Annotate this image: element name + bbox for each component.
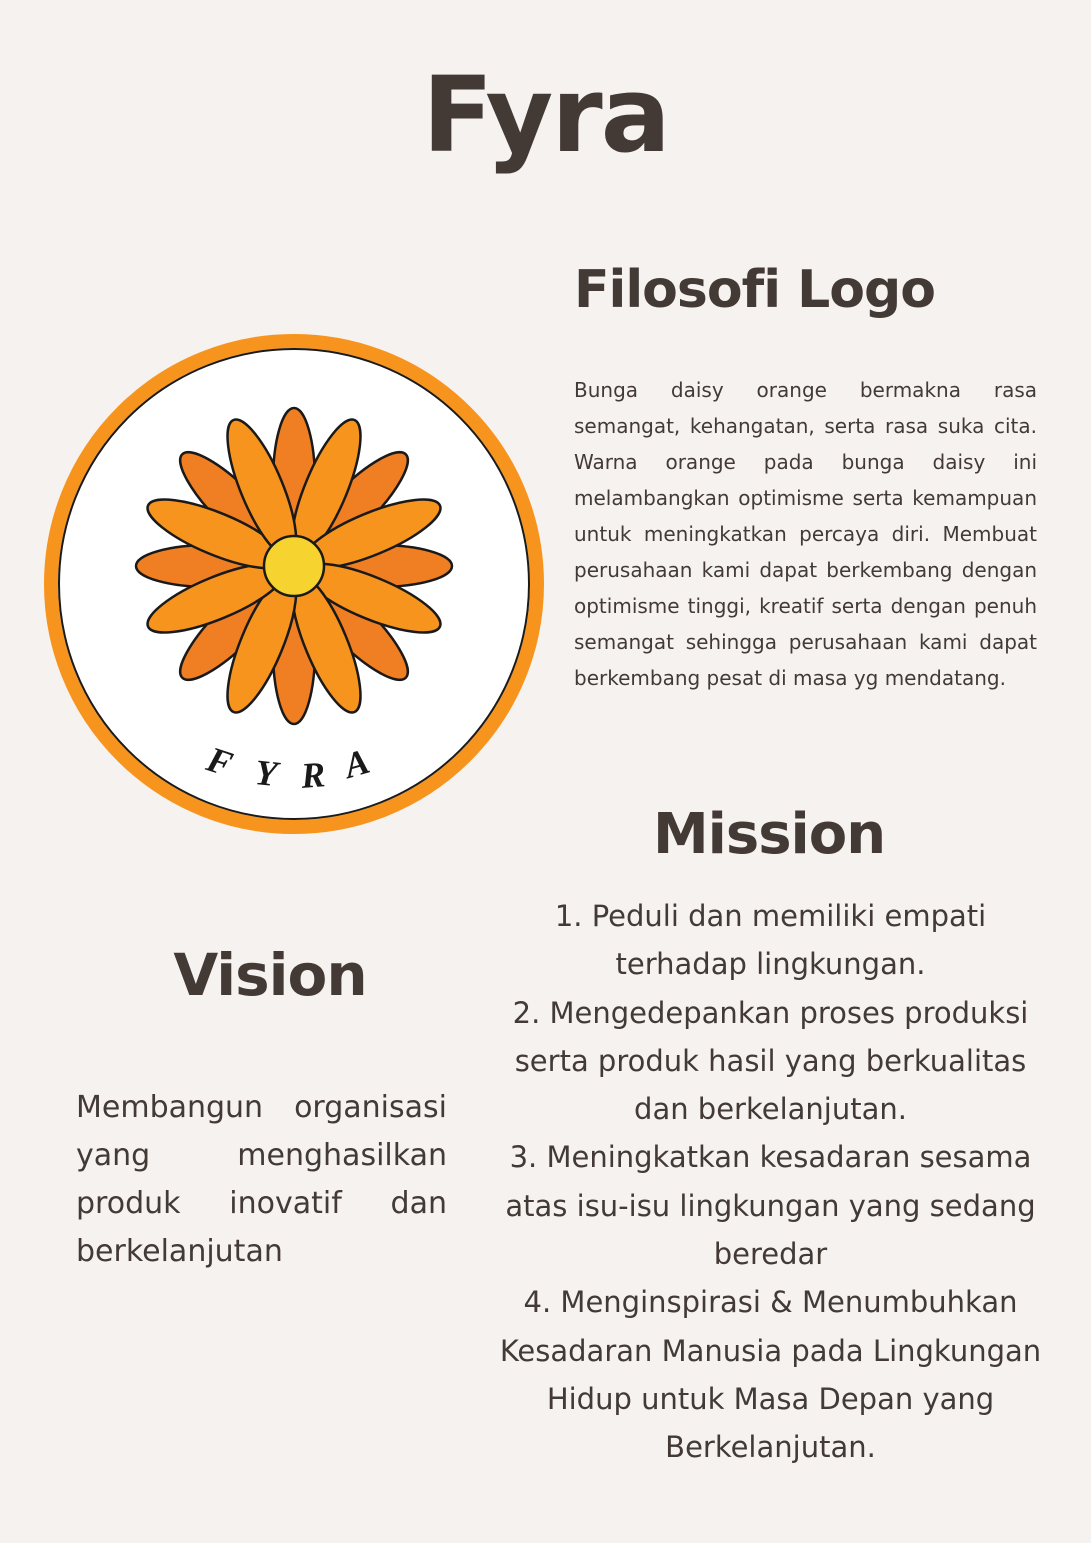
philosophy-heading: Filosofi Logo xyxy=(574,260,935,320)
brand-title: Fyra xyxy=(422,54,669,176)
vision-heading: Vision xyxy=(173,941,367,1009)
svg-text:R: R xyxy=(299,754,327,796)
svg-text:F: F xyxy=(202,738,238,785)
vision-text: Membangun organisasi yang menghasilkan produk inovatif dan berkelanjutan xyxy=(76,1090,447,1269)
philosophy-text: Bunga daisy orange bermakna rasa semangat, kehangatan, serta rasa suka cita. Warna orange pada bunga daisy ini melambangkan optimisme serta kemampuan untuk meningkatkan percaya diri. Membuat perusahaan kami dapat berkembang dengan optimisme tinggi, kreatif serta dengan penuh semangat sehingga perusahaan kami dapat berkembang pesat di masa yg mendatang. xyxy=(574,378,1037,690)
svg-text:A: A xyxy=(339,740,374,786)
svg-text:Y: Y xyxy=(253,752,280,795)
fyra-daisy-logo xyxy=(43,333,545,835)
mission-item: 2. Mengedepankan proses produksi serta produk hasil yang berkualitas dan berkelanjutan. xyxy=(512,995,1029,1127)
mission-item: 1. Peduli dan memiliki empati terhadap lingkungan. xyxy=(554,899,987,982)
mission-list xyxy=(498,892,1043,1472)
mission-item: 3. Meningkatkan kesadaran sesama atas isu-isu lingkungan yang sedang beredar xyxy=(505,1140,1036,1272)
flower-center xyxy=(264,536,324,596)
mission-heading: Mission xyxy=(652,802,886,867)
mission-item: 4. Menginspirasi & Menumbuhkan Kesadaran Manusia pada Lingkungan Hidup untuk Masa Depan yang Berkelanjutan. xyxy=(499,1285,1042,1465)
